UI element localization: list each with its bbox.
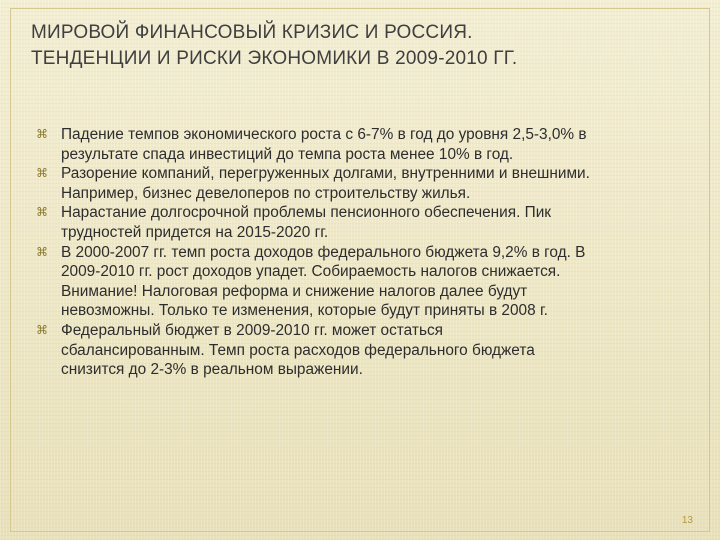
- frame-border-left: [10, 8, 11, 532]
- bullet-text-line: Внимание! Налоговая реформа и снижение налогов далее будут: [61, 282, 528, 300]
- bullet-text-line: снизится до 2-3% в реальном выражении.: [61, 361, 363, 379]
- bullet-item: [36, 321, 696, 380]
- bullet-text-line: Нарастание долгосрочной проблемы пенсионного обеспечения. Пик: [61, 204, 552, 222]
- bullet-text-line: трудностей придется на 2015-2020 гг.: [61, 223, 329, 241]
- bullet-text-line: Федеральный бюджет в 2009-2010 гг. может остаться: [61, 321, 443, 339]
- bullet-marker-icon: ⌘: [36, 166, 48, 181]
- bullet-marker-icon: ⌘: [36, 127, 48, 141]
- bullet-text-line: 2009-2010 гг. рост доходов упадет. Собираемость налогов снижается.: [61, 263, 561, 281]
- bullet-text-line: сбалансированным. Темп роста расходов федерального бюджета: [61, 341, 535, 359]
- bullet-text-line: результате спада инвестиций до темпа роста менее 10% в год.: [61, 145, 514, 163]
- bullet-marker-icon: ⌘: [36, 205, 48, 220]
- bullet-text-line: В 2000-2007 гг. темп роста доходов федерального бюджета 9,2% в год. В: [61, 243, 586, 261]
- bullet-item: [36, 203, 696, 242]
- slide-title-line-2: ТЕНДЕНЦИИ И РИСКИ ЭКОНОМИКИ В 2009-2010 ГГ.: [31, 48, 518, 69]
- bullet-text-line: Например, бизнес девелоперов по строительству жилья.: [61, 184, 471, 202]
- bullet-list: [36, 125, 696, 380]
- page-number: 13: [681, 515, 693, 526]
- bullet-item: [36, 125, 696, 164]
- bullet-text-line: Разорение компаний, перегруженных долгами, внутренними и внешними.: [61, 165, 590, 183]
- slide-title-line-1: МИРОВОЙ ФИНАНСОВЫЙ КРИЗИС И РОССИЯ.: [31, 22, 473, 43]
- bullet-text-line: Падение темпов экономического роста с 6-7% в год до уровня 2,5-3,0% в: [61, 126, 587, 143]
- frame-border-top: [10, 8, 710, 9]
- bullet-item: [36, 243, 696, 321]
- bullet-marker-icon: ⌘: [36, 244, 48, 259]
- frame-border-right: [709, 8, 710, 532]
- bullet-item: [36, 164, 696, 203]
- slide-title: [31, 20, 691, 72]
- bullet-text-line: невозможны. Только те изменения, которые будут приняты в 2008 г.: [61, 302, 548, 320]
- frame-border-bottom: [10, 531, 710, 532]
- bullet-marker-icon: ⌘: [36, 322, 48, 337]
